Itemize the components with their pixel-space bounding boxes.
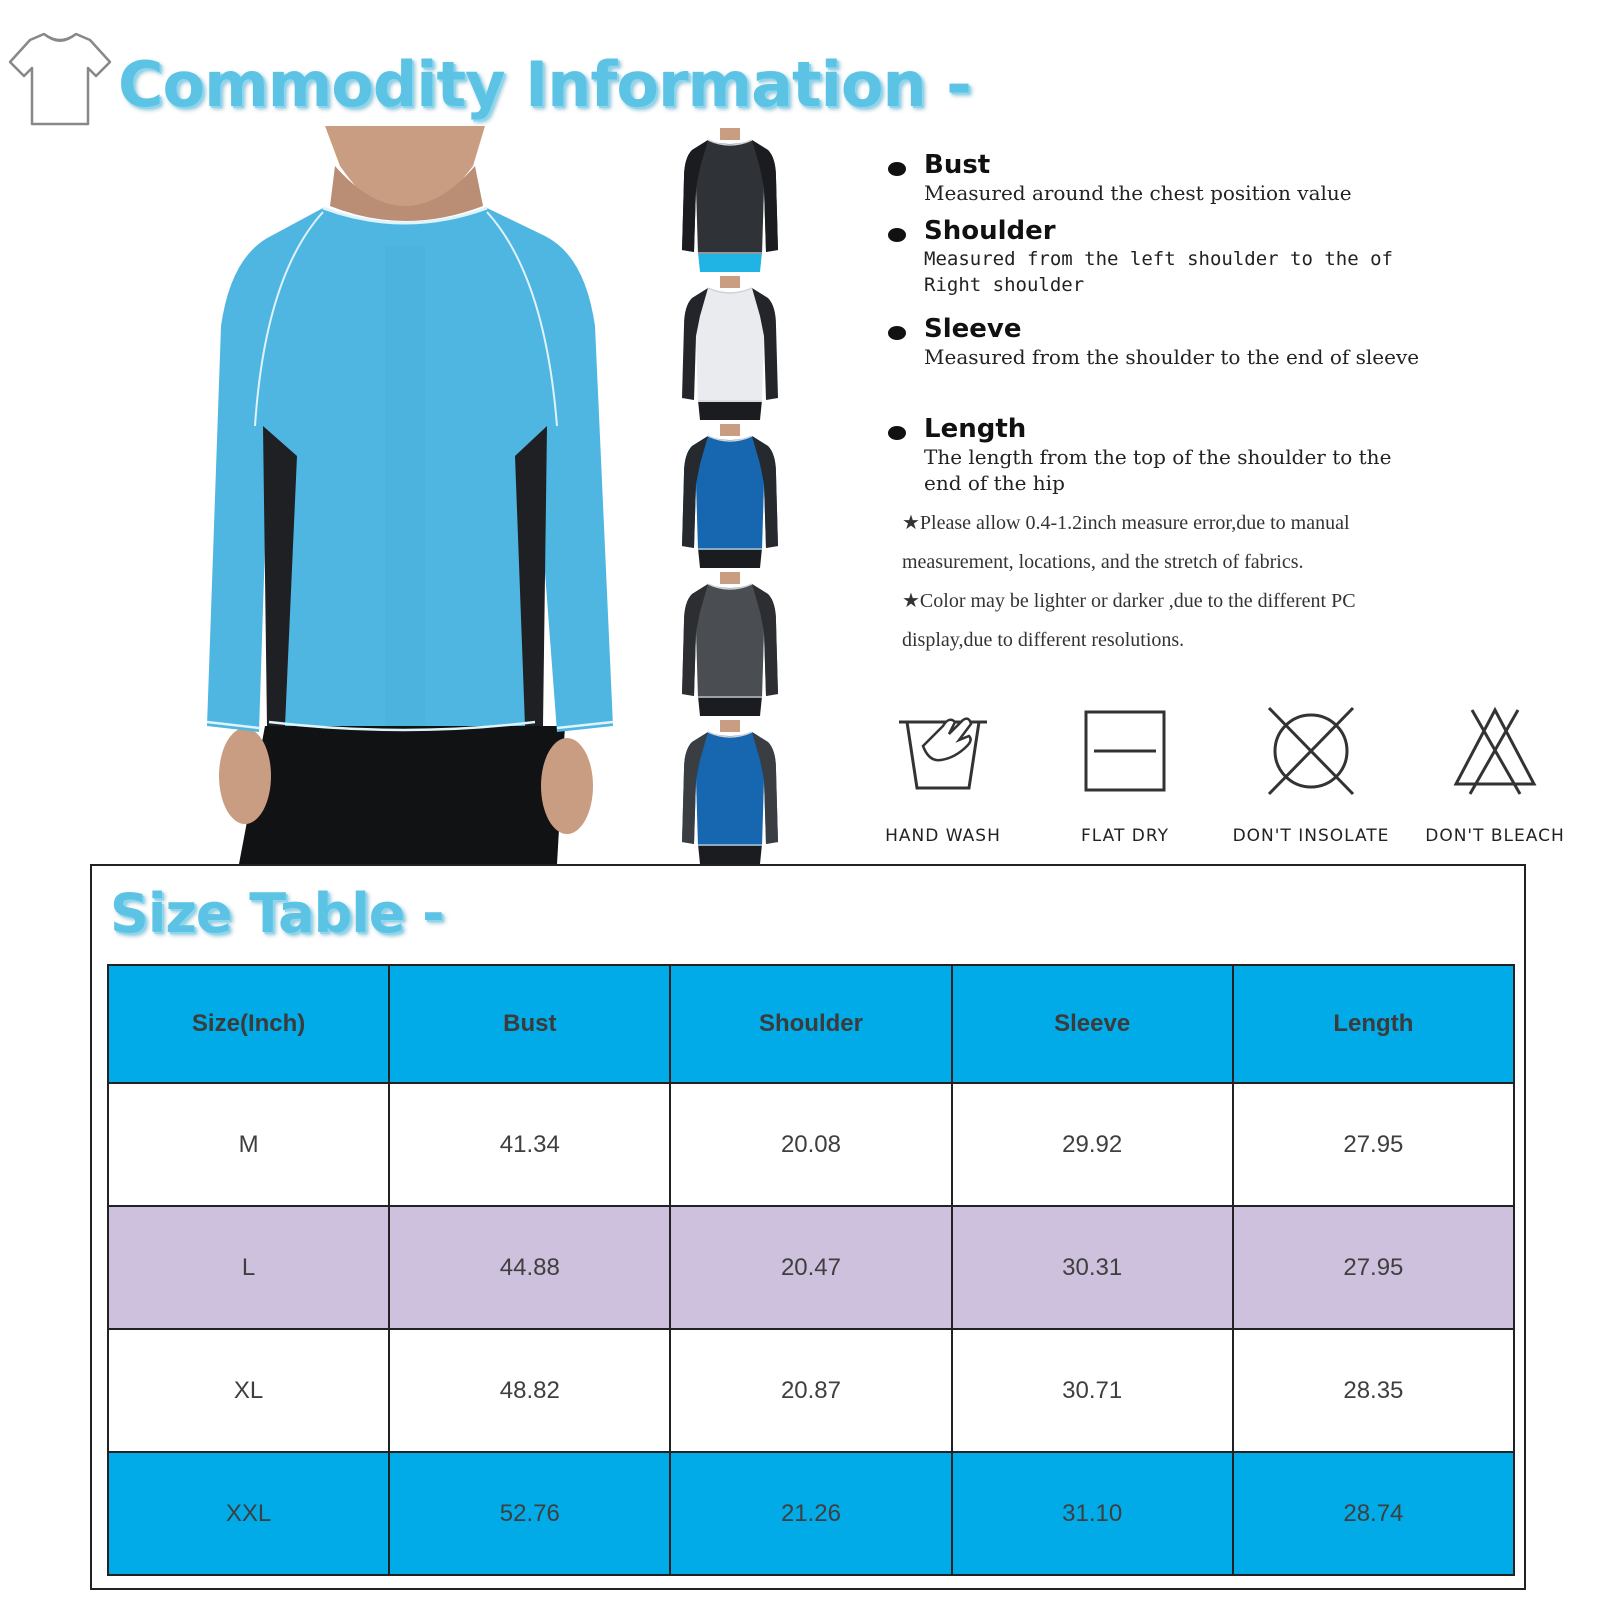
care-dont-insolate: DON'T INSOLATE xyxy=(1226,706,1396,846)
table-cell: 27.95 xyxy=(1233,1083,1514,1206)
column-header: Shoulder xyxy=(670,965,951,1083)
table-cell: L xyxy=(108,1206,389,1329)
table-cell: 20.08 xyxy=(670,1083,951,1206)
tshirt-outline-icon xyxy=(8,28,112,130)
table-cell: 41.34 xyxy=(389,1083,670,1206)
flat-dry-icon xyxy=(1080,706,1170,796)
definition-shoulder: Shoulder Measured from the left shoulder to the of Right shoulder xyxy=(888,216,1448,314)
table-cell: 44.88 xyxy=(389,1206,670,1329)
color-variant-thumbnails xyxy=(680,128,780,868)
product-model-photo xyxy=(205,126,635,864)
color-thumbnail xyxy=(680,572,780,716)
table-cell: 48.82 xyxy=(389,1329,670,1452)
measurement-notes xyxy=(902,504,1362,660)
color-thumbnail xyxy=(680,720,780,864)
definition-length: Length The length from the top of the shoulder to the end of the hip xyxy=(888,414,1448,496)
note-color: ★Color may be lighter or darker ,due to the different PC display,due to different resolutions. xyxy=(902,590,1356,651)
bullet-icon xyxy=(888,326,906,340)
definition-sleeve: Sleeve Measured from the shoulder to the end of sleeve xyxy=(888,314,1448,414)
size-table xyxy=(107,964,1515,1576)
table-cell: 30.71 xyxy=(952,1329,1233,1452)
size-table-title: Size Table - xyxy=(110,882,444,945)
table-cell: 20.47 xyxy=(670,1206,951,1329)
table-cell: 29.92 xyxy=(952,1083,1233,1206)
table-row xyxy=(108,1452,1514,1575)
care-flat-dry: FLAT DRY xyxy=(1040,706,1210,846)
column-header: Bust xyxy=(389,965,670,1083)
table-cell: XL xyxy=(108,1329,389,1452)
table-row xyxy=(108,1329,1514,1452)
definition-bust: Bust Measured around the chest position value xyxy=(888,150,1448,216)
care-hand-wash: HAND WASH xyxy=(858,706,1028,846)
column-header: Length xyxy=(1233,965,1514,1083)
table-cell: 21.26 xyxy=(670,1452,951,1575)
hand-wash-icon xyxy=(893,706,993,796)
column-header: Sleeve xyxy=(952,965,1233,1083)
dont-insolate-icon xyxy=(1261,706,1361,796)
color-thumbnail xyxy=(680,276,780,420)
table-row xyxy=(108,1206,1514,1329)
table-header-row xyxy=(108,965,1514,1083)
bullet-icon xyxy=(888,162,906,176)
table-cell: 28.35 xyxy=(1233,1329,1514,1452)
column-header: Size(Inch) xyxy=(108,965,389,1083)
color-thumbnail xyxy=(680,128,780,272)
table-cell: 30.31 xyxy=(952,1206,1233,1329)
bullet-icon xyxy=(888,228,906,242)
table-cell: 20.87 xyxy=(670,1329,951,1452)
care-dont-bleach: DON'T BLEACH xyxy=(1410,706,1580,846)
bullet-icon xyxy=(888,426,906,440)
table-cell: 28.74 xyxy=(1233,1452,1514,1575)
measurement-definitions xyxy=(888,150,1448,496)
table-cell: 27.95 xyxy=(1233,1206,1514,1329)
note-measure-error: ★Please allow 0.4-1.2inch measure error,due to manual measurement, locations, and the stretch of fabrics. xyxy=(902,512,1350,573)
table-cell: XXL xyxy=(108,1452,389,1575)
color-thumbnail xyxy=(680,424,780,568)
table-cell: 31.10 xyxy=(952,1452,1233,1575)
table-row xyxy=(108,1083,1514,1206)
table-cell: M xyxy=(108,1083,389,1206)
dont-bleach-icon xyxy=(1450,706,1540,796)
table-cell: 52.76 xyxy=(389,1452,670,1575)
page-title: Commodity Information - xyxy=(118,48,971,121)
